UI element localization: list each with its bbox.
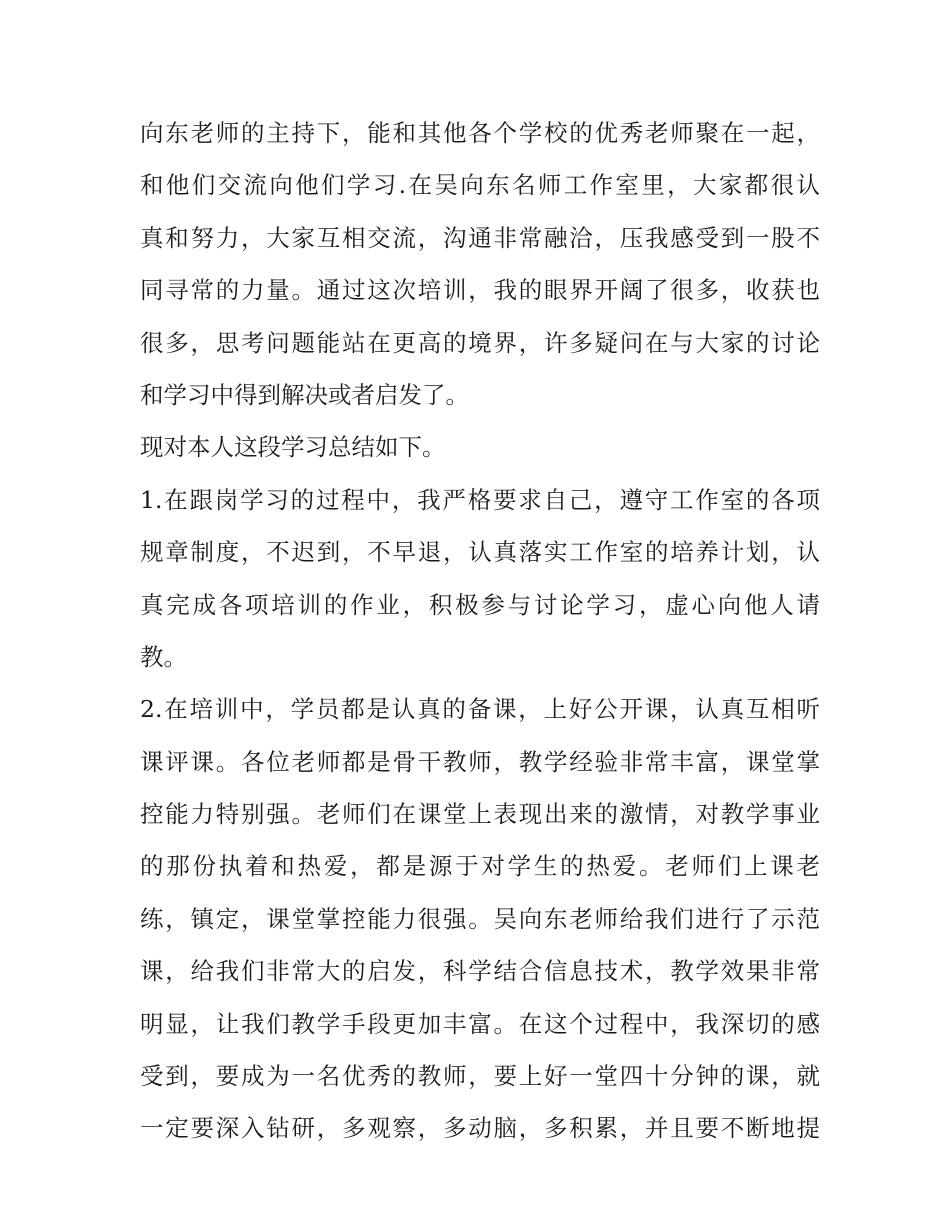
text-line: 向东老师的主持下，能和其他各个学校的优秀老师聚在一起， (140, 119, 820, 147)
text-line: 真完成各项培训的作业，积极参与讨论学习，虚心向他人请 (140, 590, 820, 619)
text-line: 练，镇定，课堂掌控能力很强。吴向东老师给我们进行了示范 (140, 904, 820, 933)
text-line: 明显，让我们教学手段更加丰富。在这个过程中，我深切的感 (140, 1009, 820, 1038)
text-line: 1.在跟岗学习的过程中，我严格要求自己，遵守工作室的各项 (140, 485, 820, 514)
text-line: 现对本人这段学习总结如下。 (140, 433, 446, 462)
text-line: 受到，要成为一名优秀的教师，要上好一堂四十分钟的课，就 (140, 1062, 820, 1091)
document-body (140, 107, 820, 1155)
text-line: 和学习中得到解决或者启发了。 (140, 380, 469, 409)
text-line: 一定要深入钻研，多观察，多动脑，多积累，并且要不断地提 (140, 1114, 820, 1143)
text-line: 很多，思考问题能站在更高的境界，许多疑问在与大家的讨论 (140, 328, 820, 357)
text-line: 课评课。各位老师都是骨干教师，教学经验非常丰富，课堂掌 (140, 747, 820, 776)
text-line: 规章制度，不迟到，不早退，认真落实工作室的培养计划，认 (140, 538, 820, 567)
text-line: 真和努力，大家互相交流，沟通非常融洽，压我感受到一股不 (140, 223, 820, 252)
text-line: 同寻常的力量。通过这次培训，我的眼界开阔了很多，收获也 (140, 276, 820, 305)
text-line: 控能力特别强。老师们在课堂上表现出来的激情，对教学事业 (140, 800, 820, 829)
text-line: 和他们交流向他们学习.在吴向东名师工作室里，大家都很认 (140, 171, 820, 200)
text-line: 2.在培训中，学员都是认真的备课，上好公开课，认真互相听 (140, 695, 820, 724)
text-line: 的那份执着和热爱，都是源于对学生的热爱。老师们上课老 (140, 852, 820, 881)
text-line: 教。 (140, 642, 187, 671)
text-line: 课，给我们非常大的启发，科学结合信息技术，教学效果非常 (140, 957, 820, 986)
